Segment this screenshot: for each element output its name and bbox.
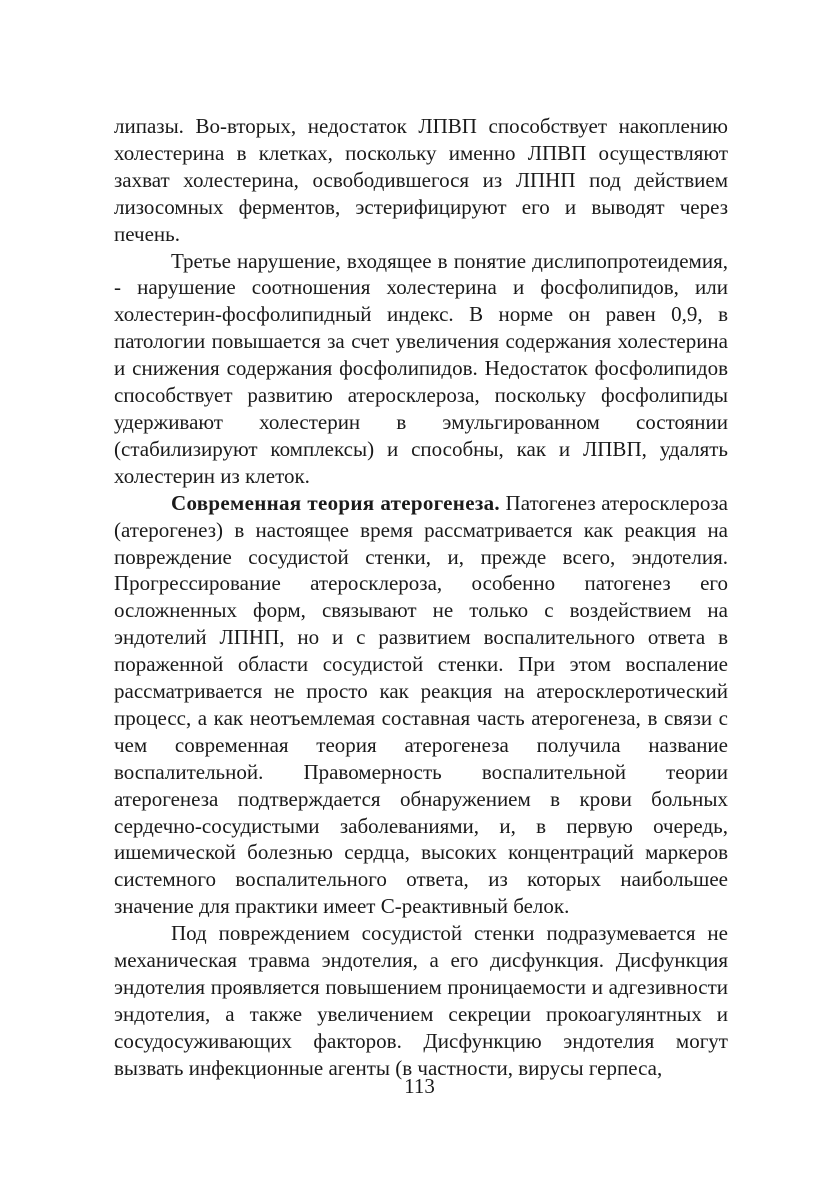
paragraph-2-text: Третье нарушение, входящее в понятие дислипопротеидемия, - нарушение соотношения холестерина и фосфолипидов, или холестерин-фосфолипидный индекс. В норме он равен 0,9, в патологии повышается за счет увеличения содержания холестерина и снижения содержания фосфолипидов. Недостаток фосфолипидов способствует развитию атеросклероза, поскольку фосфолипиды удерживают холестерин в эмульгированном состоянии (стабилизируют комплексы) и способны, как и ЛПВП, удалять холестерин из клеток. [114,248,728,488]
paragraph-4-text: Под повреждением сосудистой стенки подразумевается не механическая травма эндотелия, а его дисфункция. Дисфункция эндотелия проявляется повышением проницаемости и адгезивности эндотелия, а также увеличением секреции прокоагулянтных и сосудосуживающих факторов. Дисфункцию эндотелия могут вызвать инфекционные агенты (в частности, вирусы герпеса, [114,921,728,1080]
paragraph-2 [114,248,728,490]
section-heading: Современная теория атерогенеза. [171,490,500,515]
page-number: 113 [404,1074,435,1098]
paragraph-1 [114,113,728,248]
paragraph-3 [114,490,728,921]
paragraph-3-text: Патогенез атеросклероза (атерогенез) в настоящее время рассматривается как реакция на повреждение сосудистой стенки, и, прежде всего, эндотелия. Прогрессирование атеросклероза, особенно патогенез его осложненных форм, связывают не только с воздействием на эндотелий ЛПНП, но и с развитием воспалительного ответа в пораженной области сосудистой стенки. При этом воспаление рассматривается не просто как реакция на атеросклеротический процесс, а как неотъемлемая составная часть атерогенеза, в связи с чем современная теория атерогенеза получила название воспалительной. Правомерность воспалительной теории атерогенеза подтверждается обнаружением в крови больных сердечно-сосудистыми заболеваниями, и, в первую очередь, ишемической болезнью сердца, высоких концентраций маркеров системного воспалительного ответа, из которых наибольшее значение для практики имеет С-реактивный белок. [114,490,728,919]
page-body [114,113,728,1082]
paragraph-4 [114,920,728,1081]
paragraph-1-text: липазы. Во-вторых, недостаток ЛПВП способствует накоплению холестерина в клетках, поскольку именно ЛПВП осуществляют захват холестерина, освободившегося из ЛПНП под действием лизосомных ферментов, эстерифицируют его и выводят через печень. [114,114,728,246]
